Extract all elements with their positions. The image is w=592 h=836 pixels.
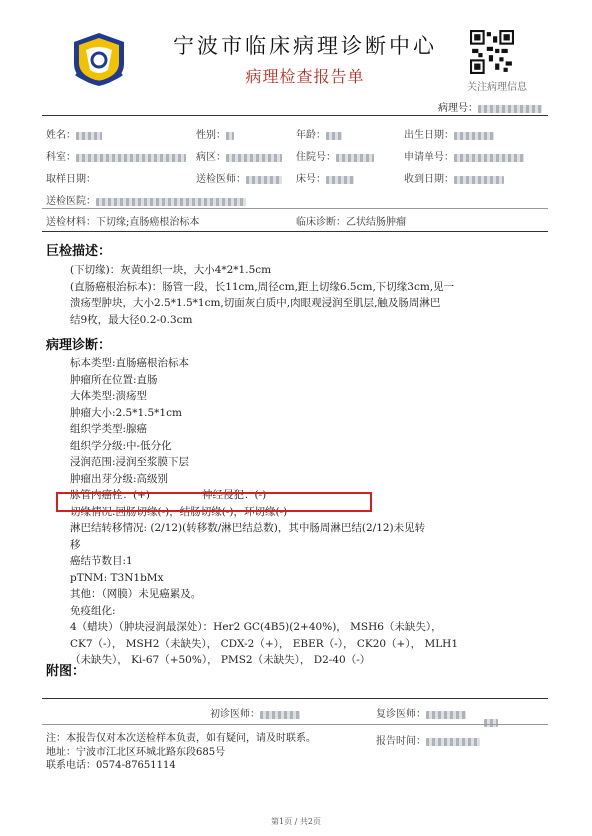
requesting-doctor-field: 送检医师： [196,170,282,185]
header-divider [42,115,548,116]
clinical-diagnosis: 临床诊断：乙状结肠肿瘤 [296,217,406,228]
name-field: 姓名： [46,126,102,141]
address-line: 地址：宁波市江北区环城北路东段685号 [46,746,226,758]
vascular-invasion: 脉管内癌栓：(+) [70,489,150,501]
review-doctor-signature: 复诊医师： [376,705,466,720]
gross-line: 结9枚，最大径0.2-0.3cm [70,313,193,326]
phone-line: 联系电话：0574-87651114 [46,760,176,771]
qr-caption: 关注病理信息 [467,82,527,93]
ihc-line: （未缺失）， Ki-67（+50%）， PMS2（未缺失）， D2-40（-） [70,654,371,666]
diagnosis-line: 免疫组化: [70,604,116,617]
department-field: 科室： [46,148,186,163]
diagnosis-line: 肿瘤出芽分级:高级别 [70,472,169,485]
first-doctor-signature: 初诊医师： [210,705,300,720]
ihc-line: CK7（-）， MSH2（未缺失）， CDX-2（+）， EBER（-）， CK20（+）， MLH1 [70,637,459,650]
bed-number-field: 床号： [296,170,354,185]
hospital-logo [68,30,130,88]
pathology-number: 病理号： [438,99,542,114]
inpatient-number-field: 住院号： [296,148,374,163]
signoff-divider-bottom [42,724,548,725]
gross-line: 溃疡型肿块，大小2.5*1.5*1cm,切面灰白质中,肉眼观浸润至肌层,触及肠周淋巴 [70,297,441,309]
lymph-node-line: 移 [70,538,81,551]
sample-date-field: 取样日期： [46,174,96,185]
dob-field: 出生日期： [404,126,494,141]
specimen-divider-bottom [42,231,548,232]
page-number: 第1页 / 共2页 [271,817,321,826]
hospital-name: 宁波市临床病理诊断中心 [173,34,437,58]
diagnosis-line: 组织学类型:腺癌 [70,423,148,435]
nerve-invasion: 神经侵犯：(-) [202,489,267,501]
received-date-field: 收到日期： [404,170,504,185]
gross-line: (直肠癌根治标本)：肠管一段，长11cm,周径cm,距上切缘6.5cm,下切缘3cm,见一 [70,280,455,293]
margin-status: 切缘情况:回肠切缘(-)，结肠切缘(-)，环切缘(-) [70,505,288,518]
sex-field: 性别： [196,126,234,141]
ihc-line: 4（蜡块）（肿块浸润最深处）：Her2 GC(4B5)(2+40%)， MSH6（未缺失）， [70,621,442,633]
disclaimer-note: 注：本报告仅对本次送检样本负责，如有疑问，请及时联系。 [46,733,316,744]
diagnosis-heading: 病理诊断： [46,338,112,353]
request-number-field: 申请单号： [404,148,524,163]
stamp-mark [484,712,498,720]
signoff-divider-top [42,698,548,699]
diagnosis-line: 大体类型:溃疡型 [70,390,148,402]
diagnosis-line: 标本类型:直肠癌根治标本 [70,357,190,369]
diagnosis-line: 浸润范围:浸润至浆膜下层 [70,456,190,468]
specimen-divider-top [42,208,548,209]
ward-field: 病区： [196,148,282,163]
attachment-heading: 附图： [46,664,86,679]
age-field: 年龄： [296,126,342,141]
footer-notes [46,732,316,773]
specimen-material: 送检材料：下切缘;直肠癌根治标本 [46,217,200,228]
lymph-node-line: 淋巴结转移情况: (2/12)(转移数/淋巴结总数)，其中肠周淋巴结(2/12)未见转 [70,522,426,534]
diagnosis-line: 肿瘤大小:2.5*1.5*1cm [70,406,182,419]
gross-heading: 巨检描述： [46,244,112,259]
diagnosis-line: pTNM: T3N1bMx [70,571,164,584]
report-title: 病理检查报告单 [245,67,365,86]
report-time: 报告时间： [376,732,480,747]
qr-code-icon[interactable] [470,30,514,74]
hospital-field: 送检医院： [46,192,246,207]
diagnosis-line: 其他：（网膜）未见癌累及。 [70,588,202,600]
margin-highlight-box [56,492,372,512]
diagnosis-line: 癌结节数目:1 [70,555,133,567]
gross-line: (下切缘)：灰黄组织一块，大小4*2*1.5cm [70,264,272,276]
diagnosis-line: 组织学分级:中-低分化 [70,439,172,452]
gross-description [70,262,530,328]
diagnosis-line: 肿瘤所在位置:直肠 [70,373,158,386]
